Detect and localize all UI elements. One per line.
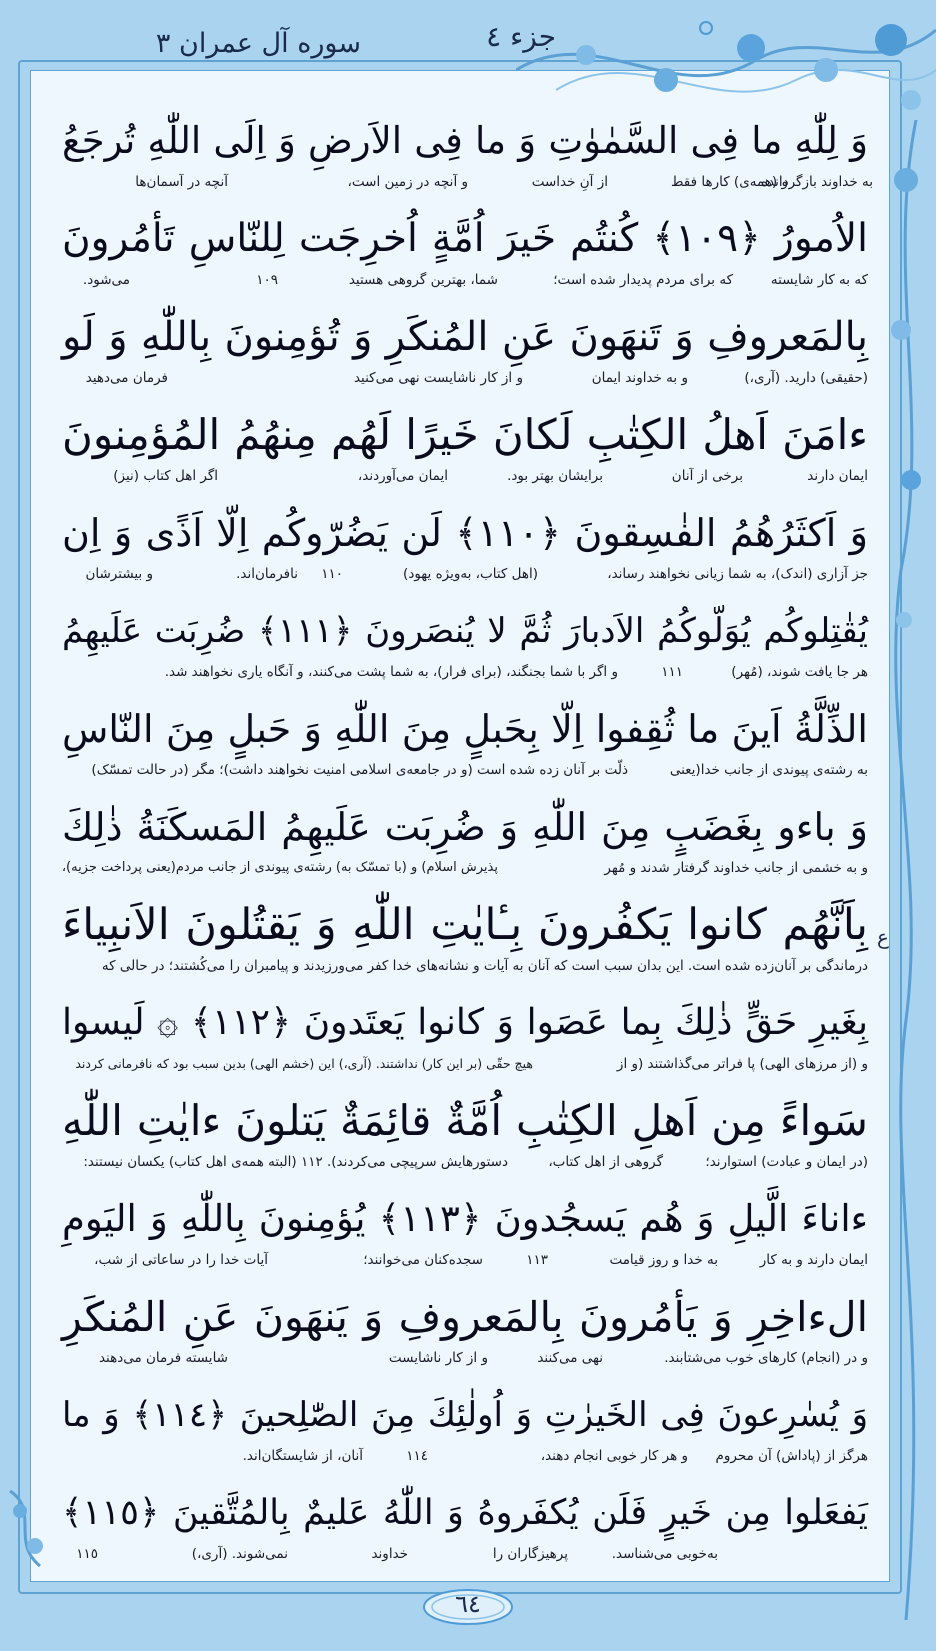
translation-segment: شایسته فرمان می‌دهند <box>98 1350 228 1366</box>
translation-segment: فرمان می‌دهید <box>85 370 168 386</box>
page-header <box>0 14 936 64</box>
translation-segment: گروهی از اهل کتاب، <box>548 1154 663 1170</box>
translation-segment: برخی از آنان <box>671 468 743 484</box>
translation-segment: (در ایمان و عبادت) استوارند؛ <box>705 1154 868 1170</box>
translation-line <box>62 1154 868 1176</box>
translation-line <box>62 272 868 294</box>
translation-segment: به خداوند بازگردانده <box>760 174 873 190</box>
translation-segment: درماندگی بر آنان‌زده شده است. این بدان سبب است که آنان به آیات و نشانه‌های خدا کفر می‌ورزیدند و پیامبران را می‌کُشتند؛ در حالی که <box>101 958 868 974</box>
translation-segment: (اهل کتاب، به‌ویژه یهود) <box>403 566 538 582</box>
juz-label: جزء ٤ <box>486 20 556 53</box>
translation-segment: ایمان دارند <box>807 468 868 484</box>
translation-line <box>62 1056 868 1078</box>
translation-segment: به‌خوبی می‌شناسد. <box>611 1546 718 1562</box>
surah-label: سوره آل عمران ٣ <box>155 28 361 59</box>
translation-line <box>62 1350 868 1372</box>
verse-line-4 <box>62 404 868 502</box>
translation-segment: جز آزاری (اندک)، به شما زیانی نخواهند رساند، <box>607 566 868 582</box>
translation-line <box>62 1448 868 1470</box>
translation-line <box>62 370 868 392</box>
translation-segment: نهی می‌کنند <box>537 1350 603 1366</box>
arabic-verse-text: بِالمَعروفِ وَ تَنهَونَ عَنِ المُنكَرِ وَ تُؤمِنونَ بِاللّٰهِ وَ لَو <box>62 314 868 360</box>
translation-line <box>62 1546 868 1568</box>
arabic-verse-text: يُقٰتِلوكُم يُوَلّوكُمُ الاَدبارَ ثُمَّ لا يُنصَرونَ ﴿١١١﴾ ضُرِبَت عَلَيهِمُ <box>62 611 868 651</box>
translation-segment: و (همه‌ی) کارها فقط <box>670 174 788 190</box>
translation-segment: و از کار ناشایست نهی می‌کنید <box>353 370 523 386</box>
translation-segment: برایشان بهتر بود. <box>507 468 603 484</box>
verse-line-15 <box>62 1482 868 1580</box>
translation-segment: که برای مردم پدیدار شده است؛ <box>553 272 733 288</box>
verse-line-6 <box>62 600 868 698</box>
translation-segment: نمی‌شوند. (آری،) <box>191 1546 288 1562</box>
verse-line-9 <box>62 894 868 992</box>
translation-segment: شما، بهترین گروهی هستید <box>348 272 498 288</box>
translation-segment: می‌شود. <box>82 272 130 288</box>
arabic-verse-text: الاُمورُ ﴿١٠٩﴾ كُنتُم خَيرَ اُمَّةٍ اُخرِجَت لِلنّاسِ تَأمُرونَ <box>62 216 868 261</box>
translation-segment: به خدا و روز قیامت <box>609 1252 718 1268</box>
arabic-verse-text: بِاَنَّهُم كانوا يَكفُرونَ بِـٔايٰتِ اللّٰهِ وَ يَقتُلونَ الاَنبِياءَ <box>62 900 868 950</box>
translation-segment: نافرمان‌اند. <box>236 566 298 582</box>
translation-segment: آیات خدا را در ساعاتی از شب، <box>94 1252 268 1268</box>
arabic-verse-text: سَواءً مِن اَهلِ الكِتٰبِ اُمَّةٌ قائِمَةٌ يَتلونَ ءايٰتِ اللّٰهِ <box>62 1096 868 1145</box>
verse-line-5 <box>62 502 868 600</box>
translation-segment: ١١٥ <box>76 1546 98 1562</box>
translation-segment: به رشته‌ی پیوندی از جانب خدا(یعنی <box>669 762 868 778</box>
translation-segment: ١١٤ <box>406 1448 428 1464</box>
arabic-verse-text: وَ يُسٰرِعونَ فِى الخَيرٰتِ وَ اُولٰئِكَ مِنَ الصّٰلِحينَ ﴿١١٤﴾ وَ ما <box>62 1395 868 1435</box>
translation-segment: و در (انجام) کارهای خوب می‌شتابند. <box>664 1350 868 1366</box>
arabic-verse-text: بِغَيرِ حَقٍّ ذٰلِكَ بِما عَصَوا وَ كانوا يَعتَدونَ ﴿١١٢﴾ ۞ لَيسوا <box>62 1002 868 1043</box>
translation-segment: و به خشمی از جانب خداوند گرفتار شدند و مُهر <box>604 860 868 876</box>
translation-segment: خداوند <box>371 1546 408 1562</box>
translation-line <box>62 664 868 686</box>
translation-segment: آنان، از شایستگان‌اند. <box>242 1448 363 1464</box>
quran-text-area <box>61 110 873 1580</box>
arabic-verse-text: ءاناءَ الَّيلِ وَ هُم يَسجُدونَ ﴿١١٣﴾ يُؤمِنونَ بِاللّٰهِ وَ اليَومِ <box>62 1197 868 1240</box>
translation-line <box>62 566 868 588</box>
translation-segment: و از کار ناشایست <box>388 1350 488 1366</box>
verse-line-8 <box>62 796 868 894</box>
translation-segment: و اگر با شما بجنگند، (برای فرار)، به شما پشت می‌کنند، و آنگاه یاری نخواهند شد. <box>164 664 618 680</box>
floral-ornament-side <box>876 120 936 1620</box>
translation-segment: سجده‌کنان می‌خوانند؛ <box>363 1252 483 1268</box>
translation-segment: پرهیزگاران را <box>492 1546 568 1562</box>
translation-line <box>62 958 868 980</box>
translation-segment: هر جا یافت شوند، (مُهر) <box>731 664 868 680</box>
page-number: ٦٤ <box>455 1590 481 1618</box>
verse-line-3 <box>62 306 868 404</box>
arabic-verse-text: وَ باءو بِغَضَبٍ مِنَ اللّٰهِ وَ ضُرِبَت عَلَيهِمُ المَسكَنَةُ ذٰلِكَ <box>62 805 868 849</box>
translation-segment: و آنچه در زمین است، <box>347 174 468 190</box>
translation-segment: ١١٣ <box>526 1252 548 1268</box>
translation-segment: از آنِ خداست <box>531 174 608 190</box>
translation-segment: و (از مرزهای الهی) پا فراتر می‌گذاشتند (و از <box>616 1056 868 1072</box>
rub-marker: ع <box>877 925 889 949</box>
translation-segment: که به کار شایسته <box>770 272 868 288</box>
translation-segment: ایمان می‌آوردند، <box>357 468 448 484</box>
translation-segment: ذلّت بر آنان زده شده است (و در جامعه‌ی اسلامی امنیت نخواهند داشت)؛ مگر (در حالت تمسّک) <box>91 762 628 778</box>
translation-segment: (حقیقی) دارید. (آری،) <box>744 370 868 386</box>
translation-line <box>62 1252 868 1274</box>
arabic-verse-text: ءامَنَ اَهلُ الكِتٰبِ لَكانَ خَيرًا لَهُم مِنهُمُ المُؤمِنونَ <box>62 410 868 459</box>
translation-segment: هرگز از (پاداش) آن محروم <box>715 1448 868 1464</box>
arabic-verse-text: الذِّلَّةُ اَينَ ما ثُقِفوا اِلّا بِحَبلٍ مِنَ اللّٰهِ وَ حَبلٍ مِنَ النّاسِ <box>62 707 868 751</box>
translation-segment: هیچ حقّی (بر این کار) نداشتند. (آری،) این (خشم الهی) بدین سبب بود که نافرمانی کردند <box>75 1056 533 1071</box>
translation-segment: و به خداوند ایمان <box>591 370 688 386</box>
verse-line-13 <box>62 1286 868 1384</box>
floral-ornament-bottom-left <box>0 1481 70 1571</box>
translation-segment: ١٠٩ <box>256 272 278 288</box>
verse-line-7 <box>62 698 868 796</box>
verse-line-1 <box>62 110 873 208</box>
translation-segment: اگر اهل کتاب (نیز) <box>113 468 218 484</box>
verse-line-14 <box>62 1384 868 1482</box>
arabic-verse-text: الءاخِرِ وَ يَأمُرونَ بِالمَعروفِ وَ يَنهَونَ عَنِ المُنكَرِ <box>62 1293 868 1341</box>
translation-line <box>62 468 868 490</box>
translation-segment: ایمان دارند و به کار <box>759 1252 868 1268</box>
translation-segment: ١١٠ <box>321 566 343 582</box>
translation-segment: پذیرش اسلام) و (با تمسّک به) رشته‌ی پیوندی از جانب مردم(یعنی پرداخت جزیه)، <box>61 860 498 875</box>
translation-segment: ١١١ <box>661 664 683 680</box>
translation-segment: و هر کار خوبی انجام دهند، <box>540 1448 688 1464</box>
translation-segment: و بیشترشان <box>85 566 153 582</box>
translation-line <box>62 860 868 882</box>
translation-segment: دستورهایش سرپیچی می‌کردند). ١١٢ (البته همه‌ی اهل کتاب) یکسان نیستند: <box>83 1154 508 1170</box>
translation-segment: آنچه در آسمان‌ها <box>135 174 228 190</box>
verse-line-2 <box>62 208 868 306</box>
verse-line-11 <box>62 1090 868 1188</box>
verse-line-10 <box>62 992 868 1090</box>
arabic-verse-text: وَ لِلّٰهِ ما فِى السَّمٰوٰتِ وَ ما فِى الاَرضِ وَ اِلَى اللّٰهِ تُرجَعُ <box>62 119 868 162</box>
translation-line <box>62 762 868 784</box>
verse-line-12 <box>62 1188 868 1286</box>
arabic-verse-text: وَ اَكثَرُهُمُ الفٰسِقونَ ﴿١١٠﴾ لَن يَضُرّوكُم اِلّا اَذًى وَ اِن <box>62 511 868 555</box>
translation-line <box>62 174 873 196</box>
arabic-verse-text: يَفعَلوا مِن خَيرٍ فَلَن يُكفَروهُ وَ اللّٰهُ عَليمٌ بِالمُتَّقينَ ﴿١١٥﴾ <box>62 1493 868 1533</box>
